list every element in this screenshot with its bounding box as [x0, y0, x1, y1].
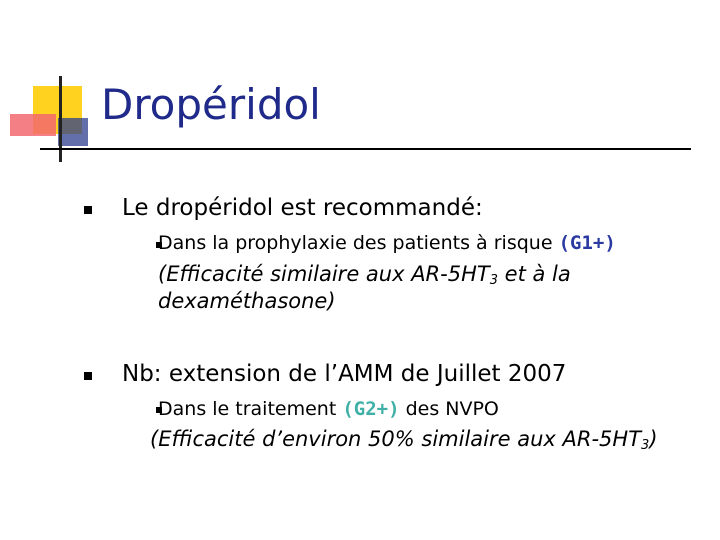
- sub-bullet-label: Dans la prophylaxie des patients à risque: [158, 232, 559, 254]
- title-underline: [40, 148, 691, 150]
- note-line: [158, 291, 336, 312]
- bullet-text: Le dropéridol est recommandé:: [122, 195, 483, 221]
- sub-bullet-text: [158, 400, 499, 419]
- note-text: ): [649, 427, 658, 451]
- sub-bullet-text: [158, 234, 616, 253]
- logo-red-bar: [10, 114, 56, 136]
- note-subscript: 3: [641, 438, 650, 453]
- note-text: (Efficacité similaire aux AR-5HT: [158, 262, 490, 286]
- note-text: et à la: [498, 262, 571, 286]
- grade-badge: (G1+): [558, 232, 616, 254]
- note-line: [158, 262, 571, 288]
- bullet-text: Nb: extension de l’AMM de Juillet 2007: [122, 361, 567, 387]
- slide-title: Dropéridol: [101, 80, 321, 129]
- logo-blue-square: [58, 118, 88, 146]
- bullet-marker: [84, 206, 92, 214]
- note-subscript: 3: [489, 273, 498, 288]
- note-line: [150, 427, 658, 453]
- note-text: dexaméthasone): [158, 289, 336, 313]
- sub-bullet-label: Dans le traitement: [158, 398, 343, 420]
- bullet-marker: [84, 372, 92, 380]
- note-text: (Efficacité d’environ 50% similaire aux AR-5HT: [150, 427, 642, 451]
- slide-logo-decoration: [0, 0, 110, 170]
- sub-bullet-label: des NVPO: [399, 398, 499, 420]
- grade-badge: (G2+): [342, 398, 400, 420]
